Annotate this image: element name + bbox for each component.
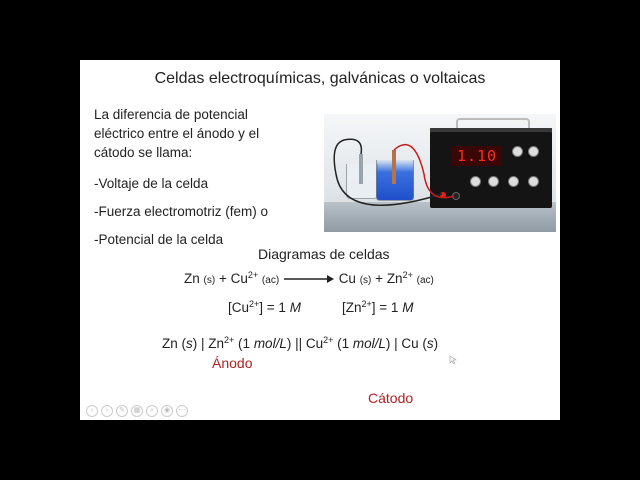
prev-icon[interactable]: ‹ bbox=[86, 405, 98, 417]
intro-line-1: La diferencia de potencial bbox=[94, 107, 248, 122]
voltmeter-display: 1.10 bbox=[452, 146, 502, 166]
slideshow-toolbar bbox=[86, 405, 188, 417]
pen-icon[interactable]: ✎ bbox=[116, 405, 128, 417]
aqueous-state: (ac) bbox=[416, 275, 434, 286]
intro-line-3: cátodo se llama: bbox=[94, 145, 193, 160]
copper-concentration: $[Cu^{2+}] = 1$ M bbox=[228, 299, 301, 315]
plus-sign: + bbox=[218, 271, 227, 286]
reaction-equation bbox=[184, 271, 434, 286]
slide-title: Celdas electroquímicas, galvánicas o voltaicas bbox=[154, 70, 486, 87]
zoom-icon[interactable]: ⌕ bbox=[146, 405, 158, 417]
option-voltage: -Voltaje de la celda bbox=[94, 176, 209, 191]
zinc-symbol: Zn bbox=[184, 271, 200, 286]
copper-symbol: Cu bbox=[338, 271, 356, 286]
reaction-arrow-icon bbox=[283, 274, 335, 284]
solid-state: (s) bbox=[203, 275, 216, 286]
solid-state: (s) bbox=[359, 275, 372, 286]
zinc-ion: $Zn^{2+}$ bbox=[386, 270, 413, 286]
grid-icon[interactable]: ▦ bbox=[131, 405, 143, 417]
option-emf: -Fuerza electromotriz (fem) o bbox=[94, 204, 269, 219]
zinc-concentration: $[Zn^{2+}] = 1$ M bbox=[342, 299, 414, 315]
plus-sign: + bbox=[375, 271, 384, 286]
anode-label: Ánodo bbox=[212, 355, 253, 371]
option-cell-potential: -Potencial de la celda bbox=[94, 232, 224, 247]
cell-notation: Zn (s) | $Zn^{2+}$ (1 mol/L) || $Cu^{2+}$ (1 mol/L) | Cu (s) bbox=[162, 335, 439, 351]
intro-line-2: eléctrico entre el ánodo y el bbox=[94, 126, 260, 141]
galvanic-cell-photo bbox=[324, 114, 556, 232]
copper-ion: $Cu^{2+}$ bbox=[230, 270, 259, 286]
slide bbox=[80, 60, 560, 420]
diagram-heading: Diagramas de celdas bbox=[258, 246, 390, 262]
options-icon[interactable]: ◉ bbox=[161, 405, 173, 417]
aqueous-state: (ac) bbox=[261, 275, 280, 286]
more-icon[interactable]: ⋯ bbox=[176, 405, 188, 417]
cathode-label: Cátodo bbox=[368, 390, 414, 406]
next-icon[interactable]: › bbox=[101, 405, 113, 417]
mouse-pointer-icon bbox=[449, 355, 457, 365]
wires bbox=[324, 114, 556, 232]
